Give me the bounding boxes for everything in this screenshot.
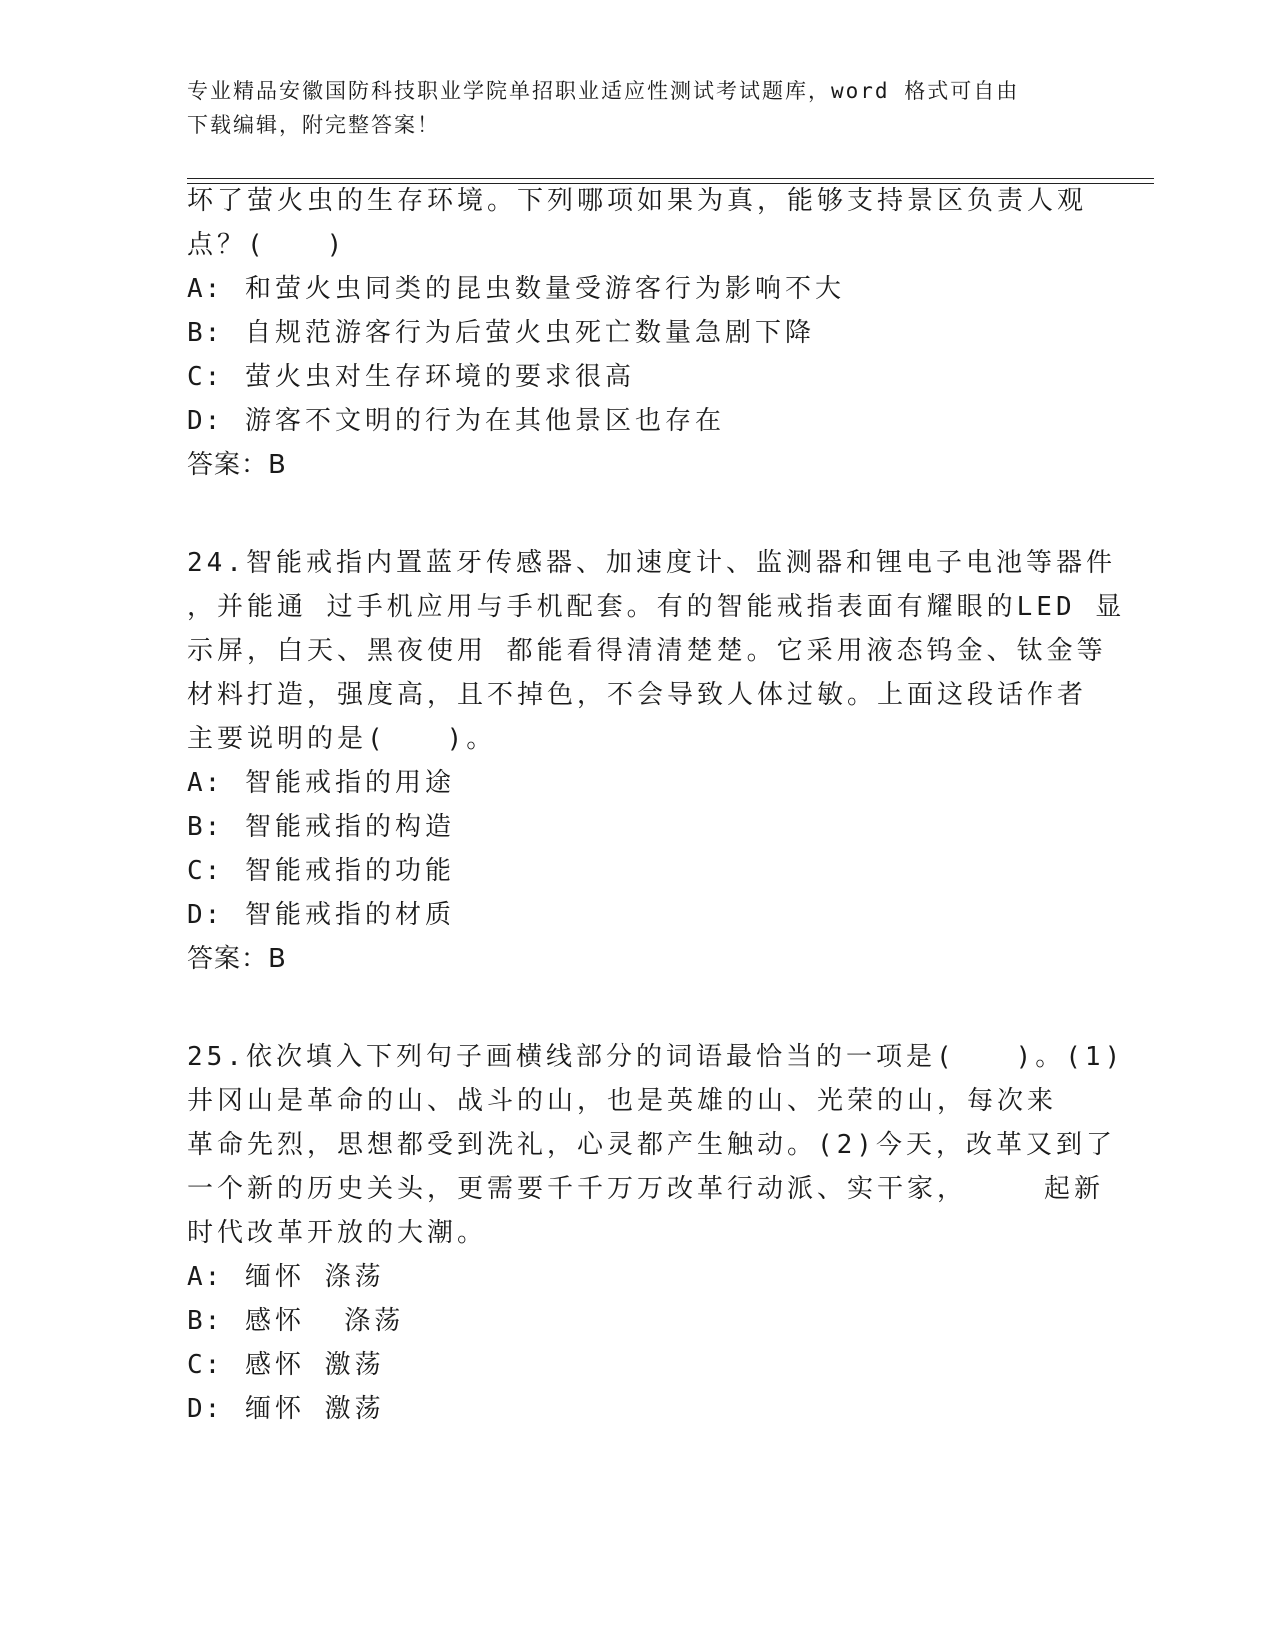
option-letter: B: xyxy=(187,812,223,842)
option-text: 智能戒指的功能 xyxy=(245,856,456,886)
option-text: 萤火虫对生存环境的要求很高 xyxy=(245,362,636,392)
option-letter: A: xyxy=(187,1262,223,1292)
option-text: 感怀 激荡 xyxy=(245,1350,385,1380)
option-text: 智能戒指的材质 xyxy=(245,900,456,930)
option-c xyxy=(187,1350,385,1380)
option-letter: C: xyxy=(187,856,223,886)
header-rule-bottom xyxy=(187,183,1154,184)
option-letter: A: xyxy=(187,274,223,304)
option-d xyxy=(187,900,455,930)
option-d xyxy=(187,406,725,436)
option-text: 缅怀 涤荡 xyxy=(245,1262,385,1292)
option-a xyxy=(187,1262,385,1292)
option-letter: C: xyxy=(187,362,223,392)
option-letter: B: xyxy=(187,1306,223,1336)
question-text-line: ，并能通 过手机应用与手机配套。有的智能戒指表面有耀眼的LED 显 xyxy=(187,592,1126,622)
question-text-line: 材料打造，强度高，且不掉色，不会导致人体过敏。上面这段话作者 xyxy=(187,680,1088,710)
question-text-line: 主要说明的是( )。 xyxy=(187,724,497,754)
answer-label: 答案：B xyxy=(187,450,287,480)
option-b xyxy=(187,318,815,348)
option-text: 缅怀 激荡 xyxy=(245,1394,385,1424)
option-c xyxy=(187,362,635,392)
option-text: 游客不文明的行为在其他景区也存在 xyxy=(245,406,726,436)
option-b xyxy=(187,1306,404,1336)
answer-label: 答案：B xyxy=(187,944,287,974)
option-text: 和萤火虫同类的昆虫数量受游客行为影响不大 xyxy=(245,274,846,304)
option-text: 感怀 涤荡 xyxy=(245,1306,405,1336)
page-header xyxy=(187,74,1067,142)
option-letter: D: xyxy=(187,406,223,436)
header-rule-top xyxy=(187,178,1154,179)
option-text: 智能戒指的用途 xyxy=(245,768,456,798)
question-text-line: 25.依次填入下列句子画横线部分的词语最恰当的一项是( )。(1) xyxy=(187,1042,1125,1072)
option-letter: D: xyxy=(187,1394,223,1424)
option-letter: D: xyxy=(187,900,223,930)
option-a xyxy=(187,274,845,304)
question-text-line: 示屏，白天、黑夜使用 都能看得清清楚楚。它采用液态钨金、钛金等 xyxy=(187,636,1107,666)
option-letter: A: xyxy=(187,768,223,798)
question-text-line: 时代改革开放的大潮。 xyxy=(187,1218,488,1248)
option-letter: C: xyxy=(187,1350,223,1380)
question-text-line: 坏了萤火虫的生存环境。下列哪项如果为真，能够支持景区负责人观 xyxy=(187,186,1088,216)
header-line-1: 专业精品安徽国防科技职业学院单招职业适应性测试考试题库，word 格式可自由 xyxy=(187,79,1020,103)
question-text-line: 24.智能戒指内置蓝牙传感器、加速度计、监测器和锂电子电池等器件 xyxy=(187,548,1116,578)
option-c xyxy=(187,856,455,886)
header-line-2: 下载编辑，附完整答案！ xyxy=(187,113,440,137)
option-d xyxy=(187,1394,385,1424)
option-text: 智能戒指的构造 xyxy=(245,812,456,842)
question-text-line: 一个新的历史关头，更需要千千万万改革行动派、实干家， 起新 xyxy=(187,1174,1105,1204)
option-letter: B: xyxy=(187,318,223,348)
question-text-line: 井冈山是革命的山、战斗的山，也是英雄的山、光荣的山，每次来 xyxy=(187,1086,1058,1116)
question-text-line: 点？( ) xyxy=(187,230,347,260)
option-text: 自规范游客行为后萤火虫死亡数量急剧下降 xyxy=(245,318,816,348)
question-text-line: 革命先烈，思想都受到洗礼，心灵都产生触动。(2)今天，改革又到了 xyxy=(187,1130,1116,1160)
option-a xyxy=(187,768,455,798)
option-b xyxy=(187,812,455,842)
